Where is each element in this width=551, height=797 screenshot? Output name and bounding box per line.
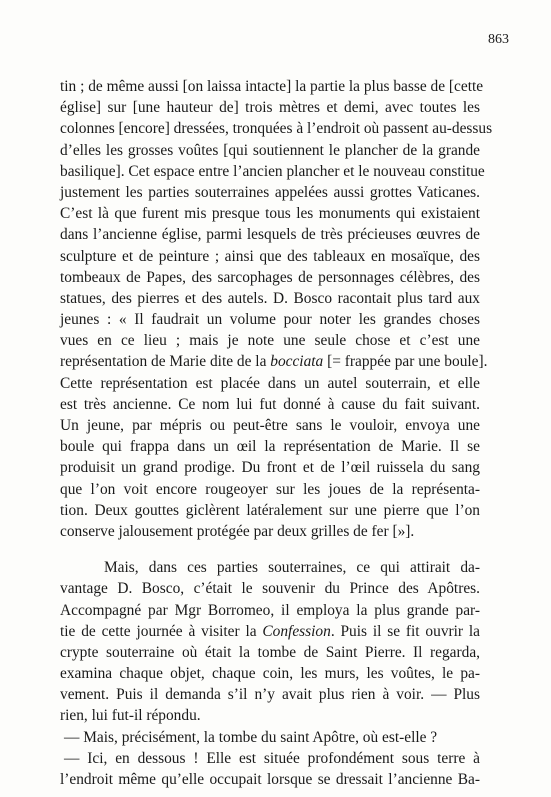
text-line: que l’on voit encore rougeoyer sur les joues de la représenta- (60, 480, 480, 498)
text-line: représentation de Marie dite de la bocciata [= frappée par une boule]. (60, 353, 488, 371)
text-line: l’endroit même qu’elle occupait lorsque se dressait l’ancienne Ba- (60, 771, 480, 788)
text-line: vues en ce lieu ; mais je note une seule chose et c’est une (60, 332, 480, 350)
text-line: vement. Puis il demanda s’il n’y avait plus rien à voir. — Plus (60, 686, 480, 704)
paragraph-3 (60, 727, 480, 748)
text-line: Cette représentation est placée dans un autel souterrain, et elle (60, 374, 480, 392)
text-line: — Ici, en dessous ! Elle est située profondément sous terre à (64, 749, 480, 767)
text-line: tion. Deux gouttes giclèrent latéralement sur une pierre que l’on (60, 501, 480, 519)
text-line: sculpture et de peinture ; ainsi que des tableaux en mosaïque, des (60, 247, 480, 265)
paragraph-gap (60, 542, 480, 557)
text-line: Accompagné par Mgr Borromeo, il employa la plus grande par- (60, 601, 480, 619)
text-line: justement les parties souterraines appelées aussi grottes Vaticanes. (60, 183, 480, 201)
body-text (60, 76, 493, 790)
text-line: boule qui frappa dans un œil la représentation de Marie. Il se (60, 438, 480, 456)
text-line: statues, des pierres et des autels. D. Bosco racontait plus tard aux (60, 289, 480, 307)
text-line: vantage D. Bosco, c’était le souvenir du Prince des Apôtres. (60, 580, 480, 598)
text-line: conserve jalousement protégée par deux grilles de fer [»]. (60, 522, 415, 540)
paragraph-4 (60, 748, 480, 790)
text-line: dans l’ancienne église, parmi lesquels de très précieuses œuvres de (60, 226, 480, 244)
page-number: 863 (488, 32, 509, 47)
text-line: Mais, dans ces parties souterraines, ce qui attirait da- (104, 559, 480, 577)
text-line: — Mais, précisément, la tombe du saint Apôtre, où est-elle ? (64, 728, 438, 746)
text-line: C’est là que furent mis presque tous les monuments qui existaient (60, 205, 480, 223)
text-line: produisit un grand prodige. Du front et de l’œil ruissela du sang (60, 459, 480, 477)
text-line: crypte souterraine où était la tombe de Saint Pierre. Il regarda, (60, 643, 480, 661)
italic-term: Confession (262, 622, 331, 640)
text-line: basilique]. Cet espace entre l’ancien plancher et le nouveau constitue (60, 162, 485, 180)
paragraph-1 (60, 76, 493, 542)
text-line: colonnes [encore] dressées, tronquées à l’endroit où passent au-dessus (60, 120, 493, 138)
paragraph-2 (60, 557, 480, 727)
text-line: d’elles les grosses voûtes [qui soutiennent le plancher de la grande (60, 141, 480, 159)
text-line: Un jeune, par mépris ou peut-être sans le vouloir, envoya une (60, 417, 480, 434)
text-line: tin ; de même aussi [on laissa intacte] la partie la plus basse de [cette (60, 78, 484, 95)
text-line: rien, lui fut-il répondu. (60, 707, 201, 725)
text-line: examina chaque objet, chaque coin, les murs, les voûtes, le pa- (60, 665, 480, 683)
text-line: est très ancienne. Ce nom lui fut donné à cause du fait suivant. (60, 395, 480, 413)
text-line: église] sur [une hauteur de] trois mètres et demi, avec toutes les (60, 99, 480, 117)
text-line: tie de cette journée à visiter la Confession. Puis il se fit ouvrir la (60, 622, 480, 640)
italic-term: bocciata (270, 353, 324, 371)
text-line: jeunes : « Il faudrait un volume pour noter les grandes choses (60, 311, 480, 329)
text-line: tombeaux de Papes, des sarcophages de personnages célèbres, des (60, 268, 480, 286)
